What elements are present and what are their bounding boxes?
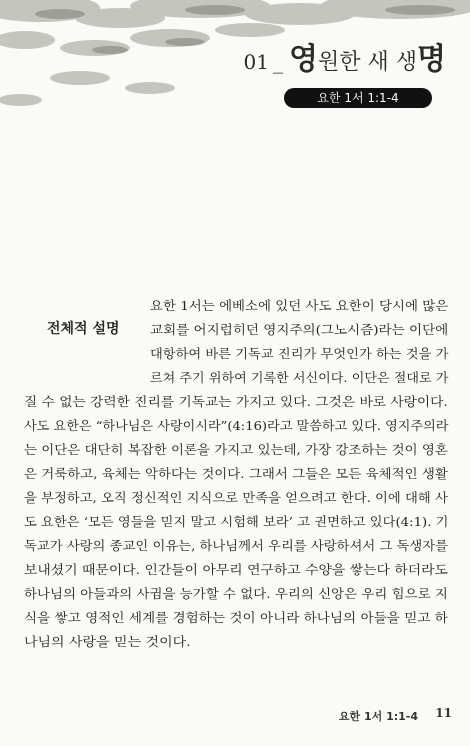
body-line: 질 수 없는 강력한 진리를 기독교는 가지고 있다. 그것은 바로 사랑이다.	[24, 394, 448, 409]
title-char: 원한	[317, 50, 361, 75]
title-char: 명	[417, 42, 446, 77]
body-line: 르쳐 주기 위하여 기록한 서신이다. 이단은 절대로 가	[150, 370, 449, 385]
body-line: 식을 쌓고 영적인 세계를 경험하는 것이 아니라 하나님의 아들을 믿고 하	[24, 610, 448, 625]
body-line: 사도 요한은 “하나님은 사랑이시라”(4:16)라고 말씀하고 있다. 영지주의라	[24, 418, 449, 433]
chapter-number: 01	[243, 50, 269, 74]
scripture-reference-badge: 요한 1서 1:1-4	[284, 88, 432, 108]
title-char: 영	[288, 42, 318, 77]
body-line: 도 요한은 ‘모든 영들을 믿지 말고 시험해 보라’ 고 권면하고 있다(4:1). 기	[24, 514, 449, 529]
body-line: 교회를 어지럽히던 영지주의(그노시즘)라는 이단에	[150, 322, 449, 337]
body-line: 을 부정하고, 오직 정신적인 지식으로 만족을 얻으려고 한다. 이에 대해 사	[24, 490, 448, 505]
page-number: 11	[435, 706, 452, 720]
section-label: 전체적 설명	[47, 321, 120, 337]
footer-reference: 요한 1서 1:1-4	[338, 710, 418, 723]
title-char: 새	[367, 50, 389, 75]
chapter-separator: _	[272, 50, 283, 74]
body-line: 는 이단은 대단히 복잡한 이론을 가지고 있는데, 가장 강조하는 것이 영혼	[24, 442, 448, 457]
body-line: 보내셨기 때문이다. 인간들이 아무리 연구하고 수양을 쌓는다 하더라도	[24, 562, 448, 577]
body-line: 요한 1서는 에베소에 있던 사도 요한이 당시에 많은	[150, 298, 449, 313]
body-line: 대항하여 바른 기독교 진리가 무엇인가 하는 것을 가	[150, 346, 449, 361]
body-line: 독교가 사랑의 종교인 이유는, 하나님께서 우리를 사랑하셔서 그 독생자를	[24, 538, 449, 553]
title-char: 생	[395, 50, 418, 75]
body-line: 은 거룩하고, 육체는 악하다는 것이다. 그래서 그들은 모든 육체적인 생활	[24, 466, 448, 481]
body-line: 하나님의 아들과의 사귐을 능가할 수 없다. 우리의 신앙은 우리 힘으로 지	[24, 586, 448, 601]
body-line: 나님의 사랑을 믿는 것이다.	[24, 634, 191, 649]
